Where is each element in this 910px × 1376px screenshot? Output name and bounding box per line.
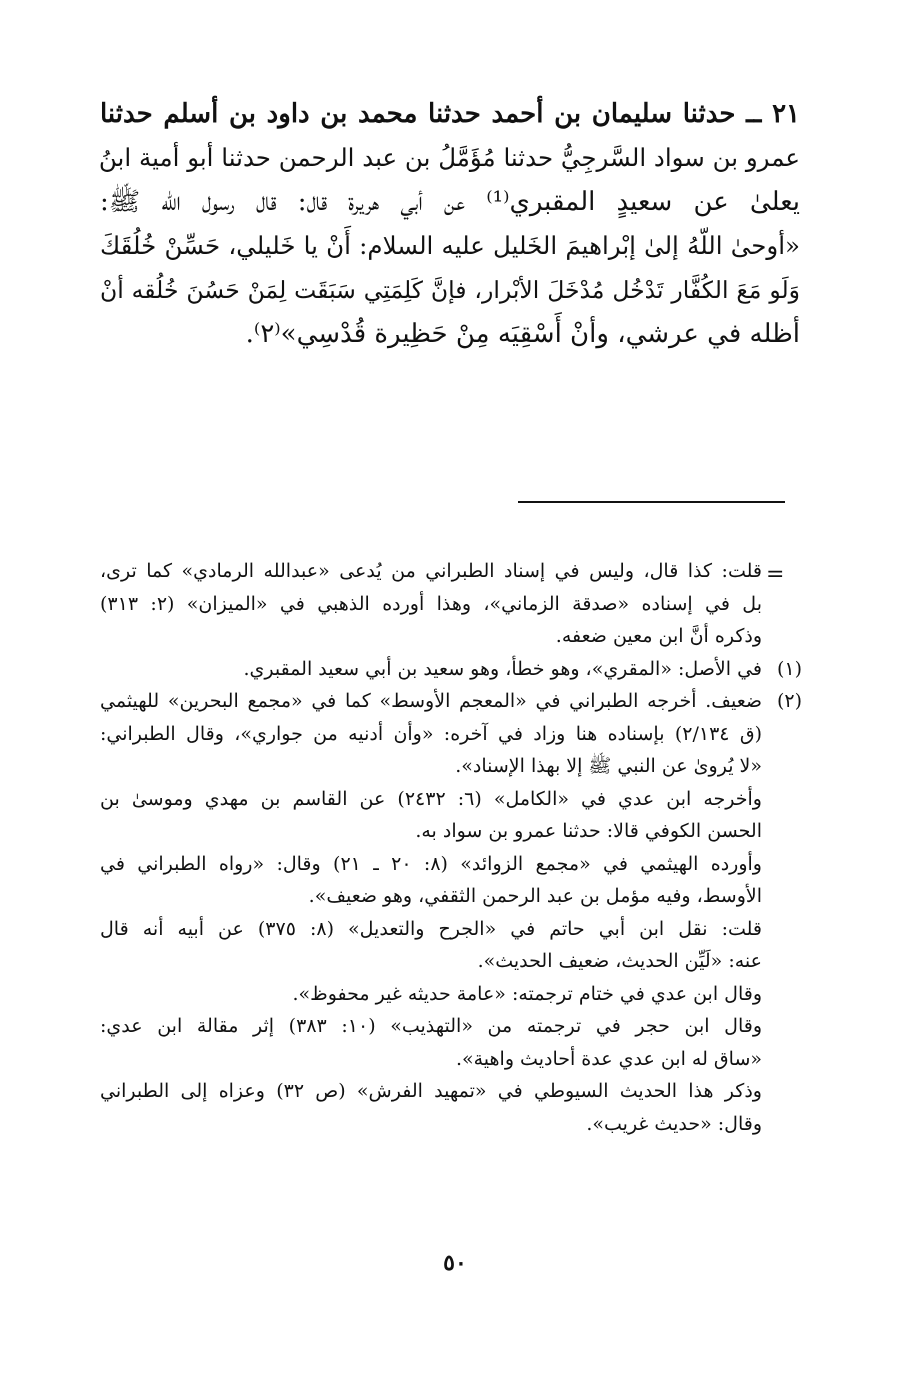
footnote-line: (ق ٢/١٣٤) بإسناده هنا وزاد في آخره: «وأن أدنيه من جواري»، وقال الطبراني: xyxy=(100,722,762,745)
page-number: ٥٠ xyxy=(443,1250,467,1276)
footnote-line: «لا يُروىٰ عن النبي ﷺ إلا بهذا الإسناد». xyxy=(455,755,762,777)
footnote-line: «ساق له ابن عدي عدة أحاديث واهية». xyxy=(455,1047,762,1070)
footnote-line: وأورده الهيثمي في «مجمع الزوائد» (٨: ٢٠ ـ ٢١) وقال: «رواه الطبراني في xyxy=(100,852,762,875)
footnote-marker: (١) xyxy=(776,657,802,680)
hadith-text xyxy=(100,92,800,356)
footnote-line: وذكر هذا الحديث السيوطي في «تمهيد الفرش» (ص ٣٢) وعزاه إلى الطبراني xyxy=(100,1080,762,1102)
hadith-line: عمرو بن سواد السَّرجِيُّ حدثنا مُؤَمَّلُ بن عبد الرحمن حدثنا أبو أمية ابنُ xyxy=(98,143,800,172)
footnote-line: وقال: «حديث غريب». xyxy=(586,1112,762,1135)
footnotes xyxy=(100,555,800,1140)
footnote-line: قلت: كذا قال، وليس في إسناد الطبراني من يُدعى «عبدالله الرمادي» كما ترى، xyxy=(100,560,762,582)
hadith-line: «أوحىٰ اللّهُ إلىٰ إبْراهيمَ الخَليل عليه السلام: أَنْ يا خَليلي، حَسِّنْ خُلُقَكَ xyxy=(100,231,800,260)
footnote-line: بل في إسناده «صدقة الزماني»، وهذا أورده الذهبي في «الميزان» (٢: ٣١٣) xyxy=(100,592,762,615)
hadith-line: ٢١ ــ حدثنا سليمان بن أحمد حدثنا محمد بن داود بن أسلم حدثنا xyxy=(100,99,800,129)
footnote-separator xyxy=(518,501,785,503)
hadith-line: يعلىٰ عن سعيدٍ المقبري⁽¹⁾ عن أبي هريرة قال: قال رسول الله ﷺ: xyxy=(100,187,800,217)
footnote-2 xyxy=(100,685,800,718)
footnote-marker: (٢) xyxy=(776,690,802,712)
continuation-marker: = xyxy=(766,562,785,587)
footnote-line: وذكره أنَّ ابن معين ضعفه. xyxy=(555,625,762,647)
footnote-line: وقال ابن حجر في ترجمته من «التهذيب» (١٠: ٣٨٣) إثر مقالة ابن عدي: xyxy=(100,1015,762,1037)
hadith-line: أظله في عرشي، وأنْ أَسْقِيَه مِنْ حَظِيرة قُدْسِي»⁽٢⁾. xyxy=(245,319,800,349)
footnote-line: وأخرجه ابن عدي في «الكامل» (٦: ٢٤٣٢) عن القاسم بن مهدي وموسىٰ بن xyxy=(100,787,762,810)
footnote-line: ضعيف. أخرجه الطبراني في «المعجم الأوسط» كما في «مجمع البحرين» للهيثمي xyxy=(100,690,762,712)
footnote-line: الأوسط، وفيه مؤمل بن عبد الرحمن الثقفي، وهو ضعيف». xyxy=(308,885,762,907)
footnote-line: عنه: «لَيِّن الحديث، ضعيف الحديث». xyxy=(477,950,762,972)
footnote-1 xyxy=(100,653,800,686)
footnote-line: قلت: نقل ابن أبي حاتم في «الجرح والتعديل» (٨: ٣٧٥) عن أبيه أنه قال xyxy=(100,917,762,940)
footnote-line: في الأصل: «المقري»، وهو خطأ، وهو سعيد بن أبي سعيد المقبري. xyxy=(243,657,762,680)
hadith-line: وَلَو مَعَ الكُفَّار تَدْخُل مُدْخَلَ الأبْرار، فإنَّ كَلِمَتِي سَبَقَت لِمَنْ حَسُنَ خُلُقه أنْ xyxy=(100,276,800,304)
footnote-line: الحسن الكوفي قالا: حدثنا عمرو بن سواد به. xyxy=(415,820,762,842)
footnote-line: وقال ابن عدي في ختام ترجمته: «عامة حديثه غير محفوظ». xyxy=(292,982,762,1005)
